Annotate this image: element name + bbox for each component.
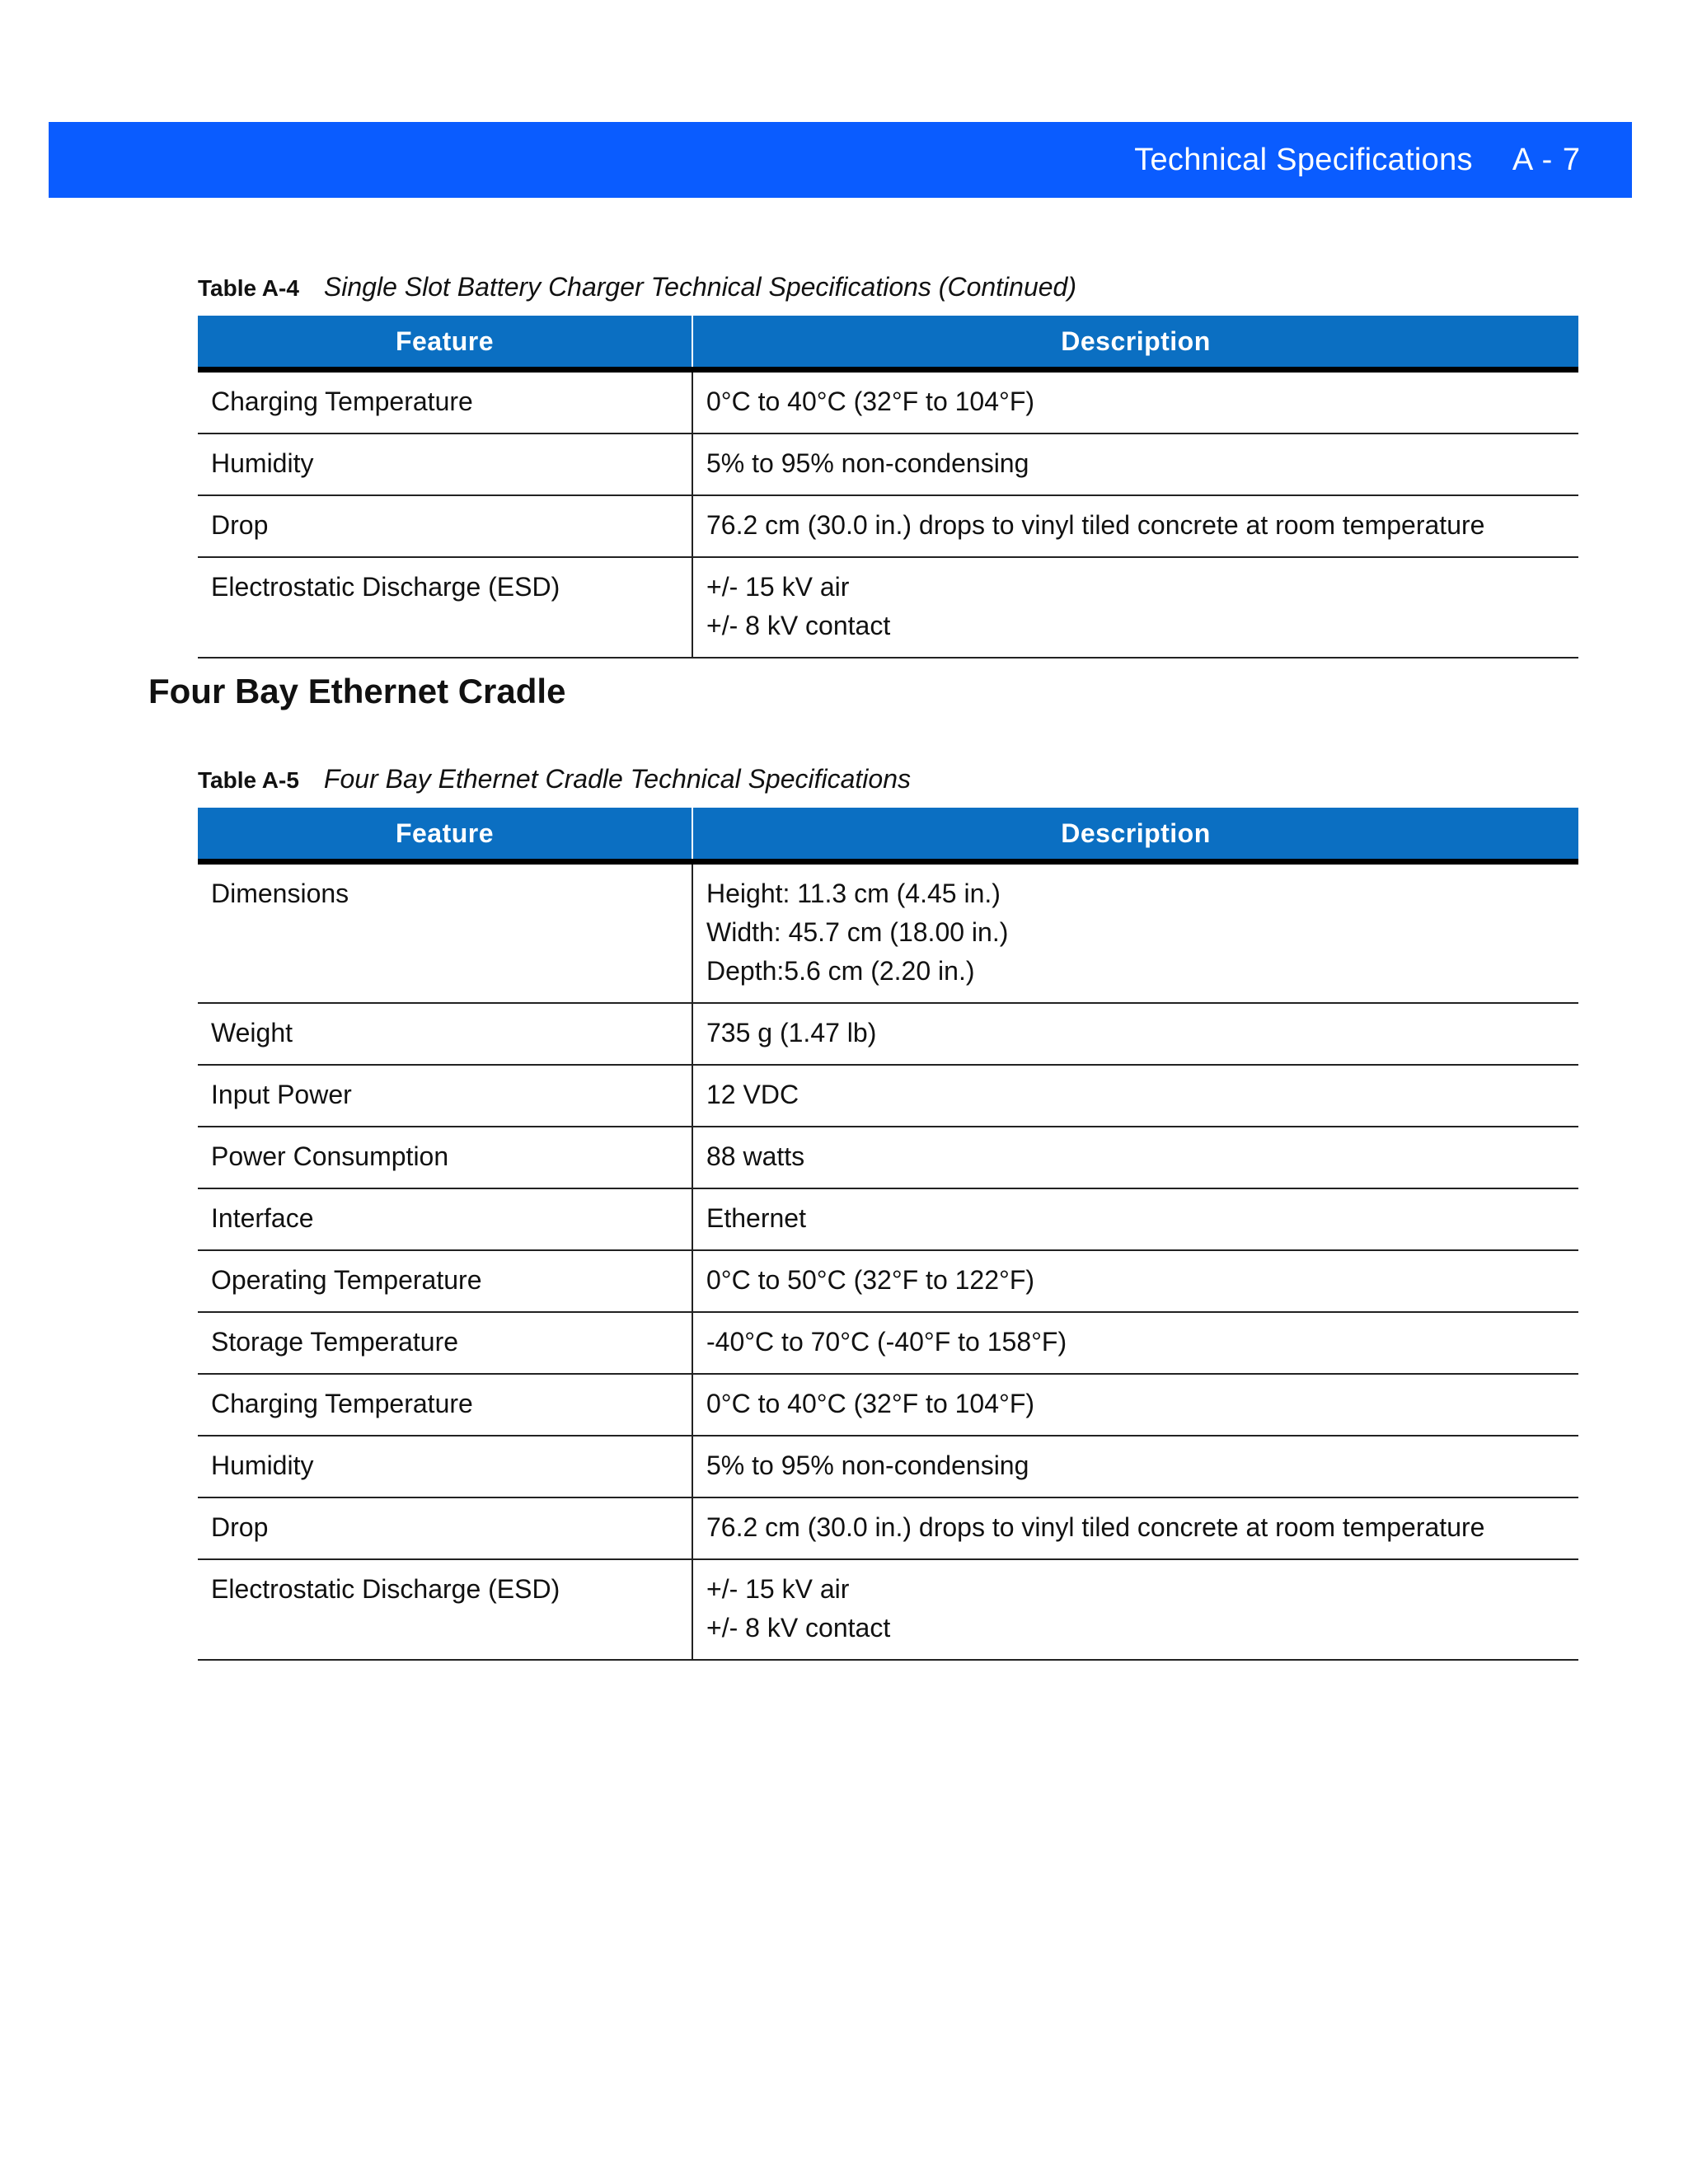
description-line: 0°C to 50°C (32°F to 122°F)	[706, 1265, 1035, 1295]
column-header-feature: Feature	[198, 316, 692, 370]
description-line: 5% to 95% non-condensing	[706, 1451, 1029, 1480]
table-row	[198, 370, 1578, 434]
feature-cell: Drop	[198, 495, 692, 557]
feature-cell: Dimensions	[198, 862, 692, 1004]
description-line: +/- 8 kV contact	[706, 611, 891, 640]
table-a5-caption	[198, 764, 911, 794]
table-a5-title: Four Bay Ethernet Cradle Technical Specifications	[323, 764, 911, 794]
column-header-description: Description	[692, 808, 1578, 862]
table-row	[198, 1436, 1578, 1497]
description-cell	[692, 1436, 1578, 1497]
table-row	[198, 1250, 1578, 1312]
table-a5-number: Table A-5	[198, 767, 299, 793]
description-line: Width: 45.7 cm (18.00 in.)	[706, 917, 1009, 947]
table-row	[198, 1312, 1578, 1374]
description-line: 0°C to 40°C (32°F to 104°F)	[706, 387, 1035, 416]
table-a5	[198, 808, 1578, 1661]
table-row	[198, 434, 1578, 495]
description-line: -40°C to 70°C (-40°F to 158°F)	[706, 1327, 1067, 1357]
table-a4-number: Table A-4	[198, 275, 299, 301]
feature-cell: Drop	[198, 1497, 692, 1559]
feature-cell: Humidity	[198, 434, 692, 495]
header-page-number: A - 7	[1512, 142, 1581, 177]
description-line: +/- 15 kV air	[706, 1574, 850, 1604]
feature-cell: Operating Temperature	[198, 1250, 692, 1312]
table-row	[198, 1127, 1578, 1188]
feature-cell: Power Consumption	[198, 1127, 692, 1188]
description-cell	[692, 434, 1578, 495]
table-a4-caption	[198, 272, 1076, 302]
description-line: 88 watts	[706, 1141, 805, 1171]
table-a4	[198, 316, 1578, 658]
description-line: Height: 11.3 cm (4.45 in.)	[706, 879, 1001, 908]
description-cell	[692, 1127, 1578, 1188]
description-cell	[692, 1559, 1578, 1660]
feature-cell: Interface	[198, 1188, 692, 1250]
table-row	[198, 1497, 1578, 1559]
table-header-row	[198, 316, 1578, 370]
description-cell	[692, 1250, 1578, 1312]
feature-cell: Humidity	[198, 1436, 692, 1497]
description-cell	[692, 557, 1578, 658]
feature-cell: Weight	[198, 1003, 692, 1065]
description-line: 76.2 cm (30.0 in.) drops to vinyl tiled concrete at room temperature	[706, 1512, 1485, 1542]
table-row	[198, 557, 1578, 658]
table-header-row	[198, 808, 1578, 862]
section-heading: Four Bay Ethernet Cradle	[148, 672, 566, 710]
table-a4-title: Single Slot Battery Charger Technical Specifications (Continued)	[323, 272, 1076, 302]
table-row	[198, 862, 1578, 1004]
column-header-description: Description	[692, 316, 1578, 370]
feature-cell: Charging Temperature	[198, 370, 692, 434]
description-cell	[692, 1374, 1578, 1436]
description-line: +/- 15 kV air	[706, 572, 850, 602]
description-line: Ethernet	[706, 1203, 806, 1233]
description-cell	[692, 1312, 1578, 1374]
table-row	[198, 495, 1578, 557]
description-line: Depth:5.6 cm (2.20 in.)	[706, 956, 975, 986]
description-line: +/- 8 kV contact	[706, 1613, 891, 1643]
description-cell	[692, 1003, 1578, 1065]
table-row	[198, 1374, 1578, 1436]
table-row	[198, 1065, 1578, 1127]
description-cell	[692, 370, 1578, 434]
feature-cell: Electrostatic Discharge (ESD)	[198, 1559, 692, 1660]
description-line: 735 g (1.47 lb)	[706, 1018, 877, 1047]
description-line: 0°C to 40°C (32°F to 104°F)	[706, 1389, 1035, 1418]
header-section-title: Technical Specifications	[1134, 142, 1473, 177]
feature-cell: Input Power	[198, 1065, 692, 1127]
page-header	[49, 122, 1632, 198]
column-header-feature: Feature	[198, 808, 692, 862]
description-line: 5% to 95% non-condensing	[706, 448, 1029, 478]
description-line: 12 VDC	[706, 1080, 799, 1109]
table-row	[198, 1003, 1578, 1065]
feature-cell: Charging Temperature	[198, 1374, 692, 1436]
feature-cell: Electrostatic Discharge (ESD)	[198, 557, 692, 658]
description-cell	[692, 495, 1578, 557]
description-line: 76.2 cm (30.0 in.) drops to vinyl tiled concrete at room temperature	[706, 510, 1485, 540]
table-row	[198, 1559, 1578, 1660]
table-row	[198, 1188, 1578, 1250]
description-cell	[692, 1065, 1578, 1127]
feature-cell: Storage Temperature	[198, 1312, 692, 1374]
description-cell	[692, 862, 1578, 1004]
description-cell	[692, 1188, 1578, 1250]
description-cell	[692, 1497, 1578, 1559]
